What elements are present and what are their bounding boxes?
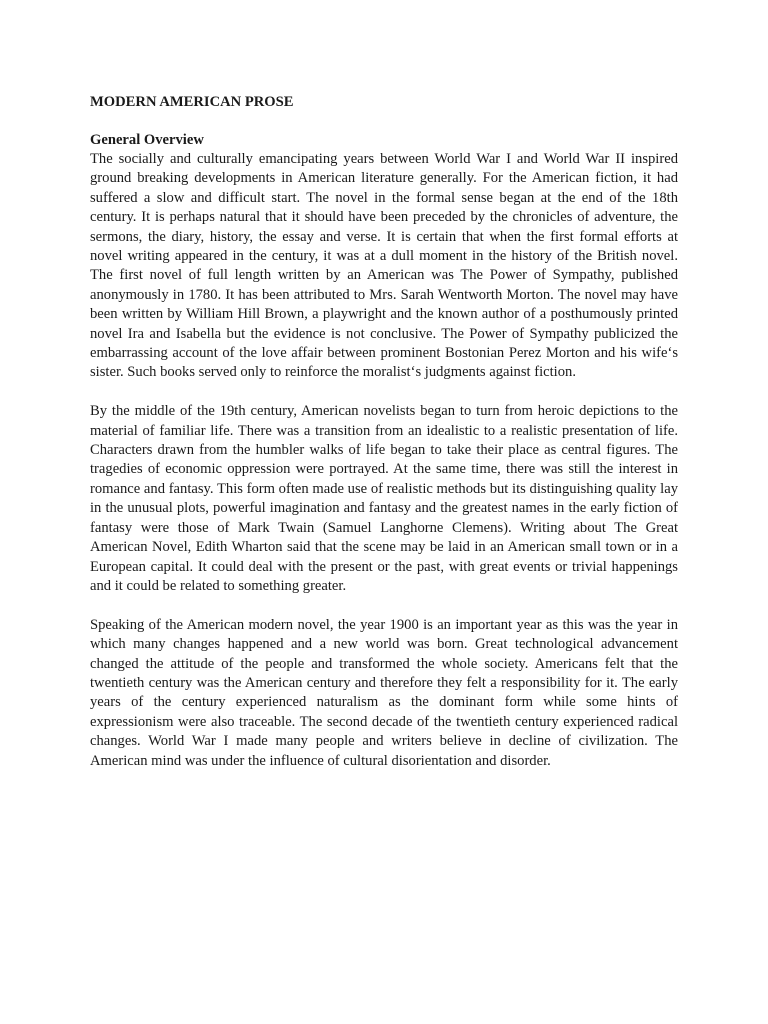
paragraph-3: Speaking of the American modern novel, the year 1900 is an important year as this was the year in which many changes happened and a new world was born. Great technological advancement changed the attitude of the people and transformed the whole society. Americans felt that the twentieth century was the American century and therefore they felt a responsibility for it. The early years of the century experienced naturalism as the dominant form while some hints of expressionism were also traceable. The second decade of the twentieth century experienced radical changes. World War I made many people and writers believe in decline of civilization. The American mind was under the influence of cultural disorientation and disorder. xyxy=(90,616,678,769)
section-heading: General Overview xyxy=(90,132,204,148)
paragraph-1: The socially and culturally emancipating years between World War I and World War II inspired ground breaking developments in American literature generally. For the American fiction, it had suffered a slow and difficult start. The novel in the formal sense began at the end of the 18th century. It is perhaps natural that it should have been preceded by the chronicles of adventure, the sermons, the diary, history, the essay and verse. It is certain that when the first formal efforts at novel writing appeared in the century, it was at a dull moment in the history of the British novel. The first novel of full length written by an American was The Power of Sympathy, published anonymously in 1780. It has been attributed to Mrs. Sarah Wentworth Morton. The novel may have been written by William Hill Brown, a playwright and the known author of a posthumously printed novel Ira and Isabella but the evidence is not conclusive. The Power of Sympathy publicized the embarrassing account of the love affair between prominent Bostonian Perez Morton and his wife‘s sister. Such books served only to reinforce the moralist‘s judgments against fiction. xyxy=(90,151,678,381)
paragraph-2: By the middle of the 19th century, American novelists began to turn from heroic depictions to the material of familiar life. There was a transition from an idealistic to a realistic presentation of life. Characters drawn from the humbler walks of life began to take their place as central figures. The tragedies of economic oppression were portrayed. At the same time, there was still the interest in romance and fantasy. This form often made use of realistic methods but its distinguishing quality lay in the unusual plots, powerful imagination and fantasy and the greatest names in the early fiction of fantasy were those of Mark Twain (Samuel Langhorne Clemens). Writing about The Great American Novel, Edith Wharton said that the scene may be laid in an American small town or in a European capital. It could deal with the present or the past, with great events or trivial happenings and it could be related to something greater. xyxy=(90,403,678,594)
document-page xyxy=(90,92,678,790)
document-title: MODERN AMERICAN PROSE xyxy=(90,94,294,110)
